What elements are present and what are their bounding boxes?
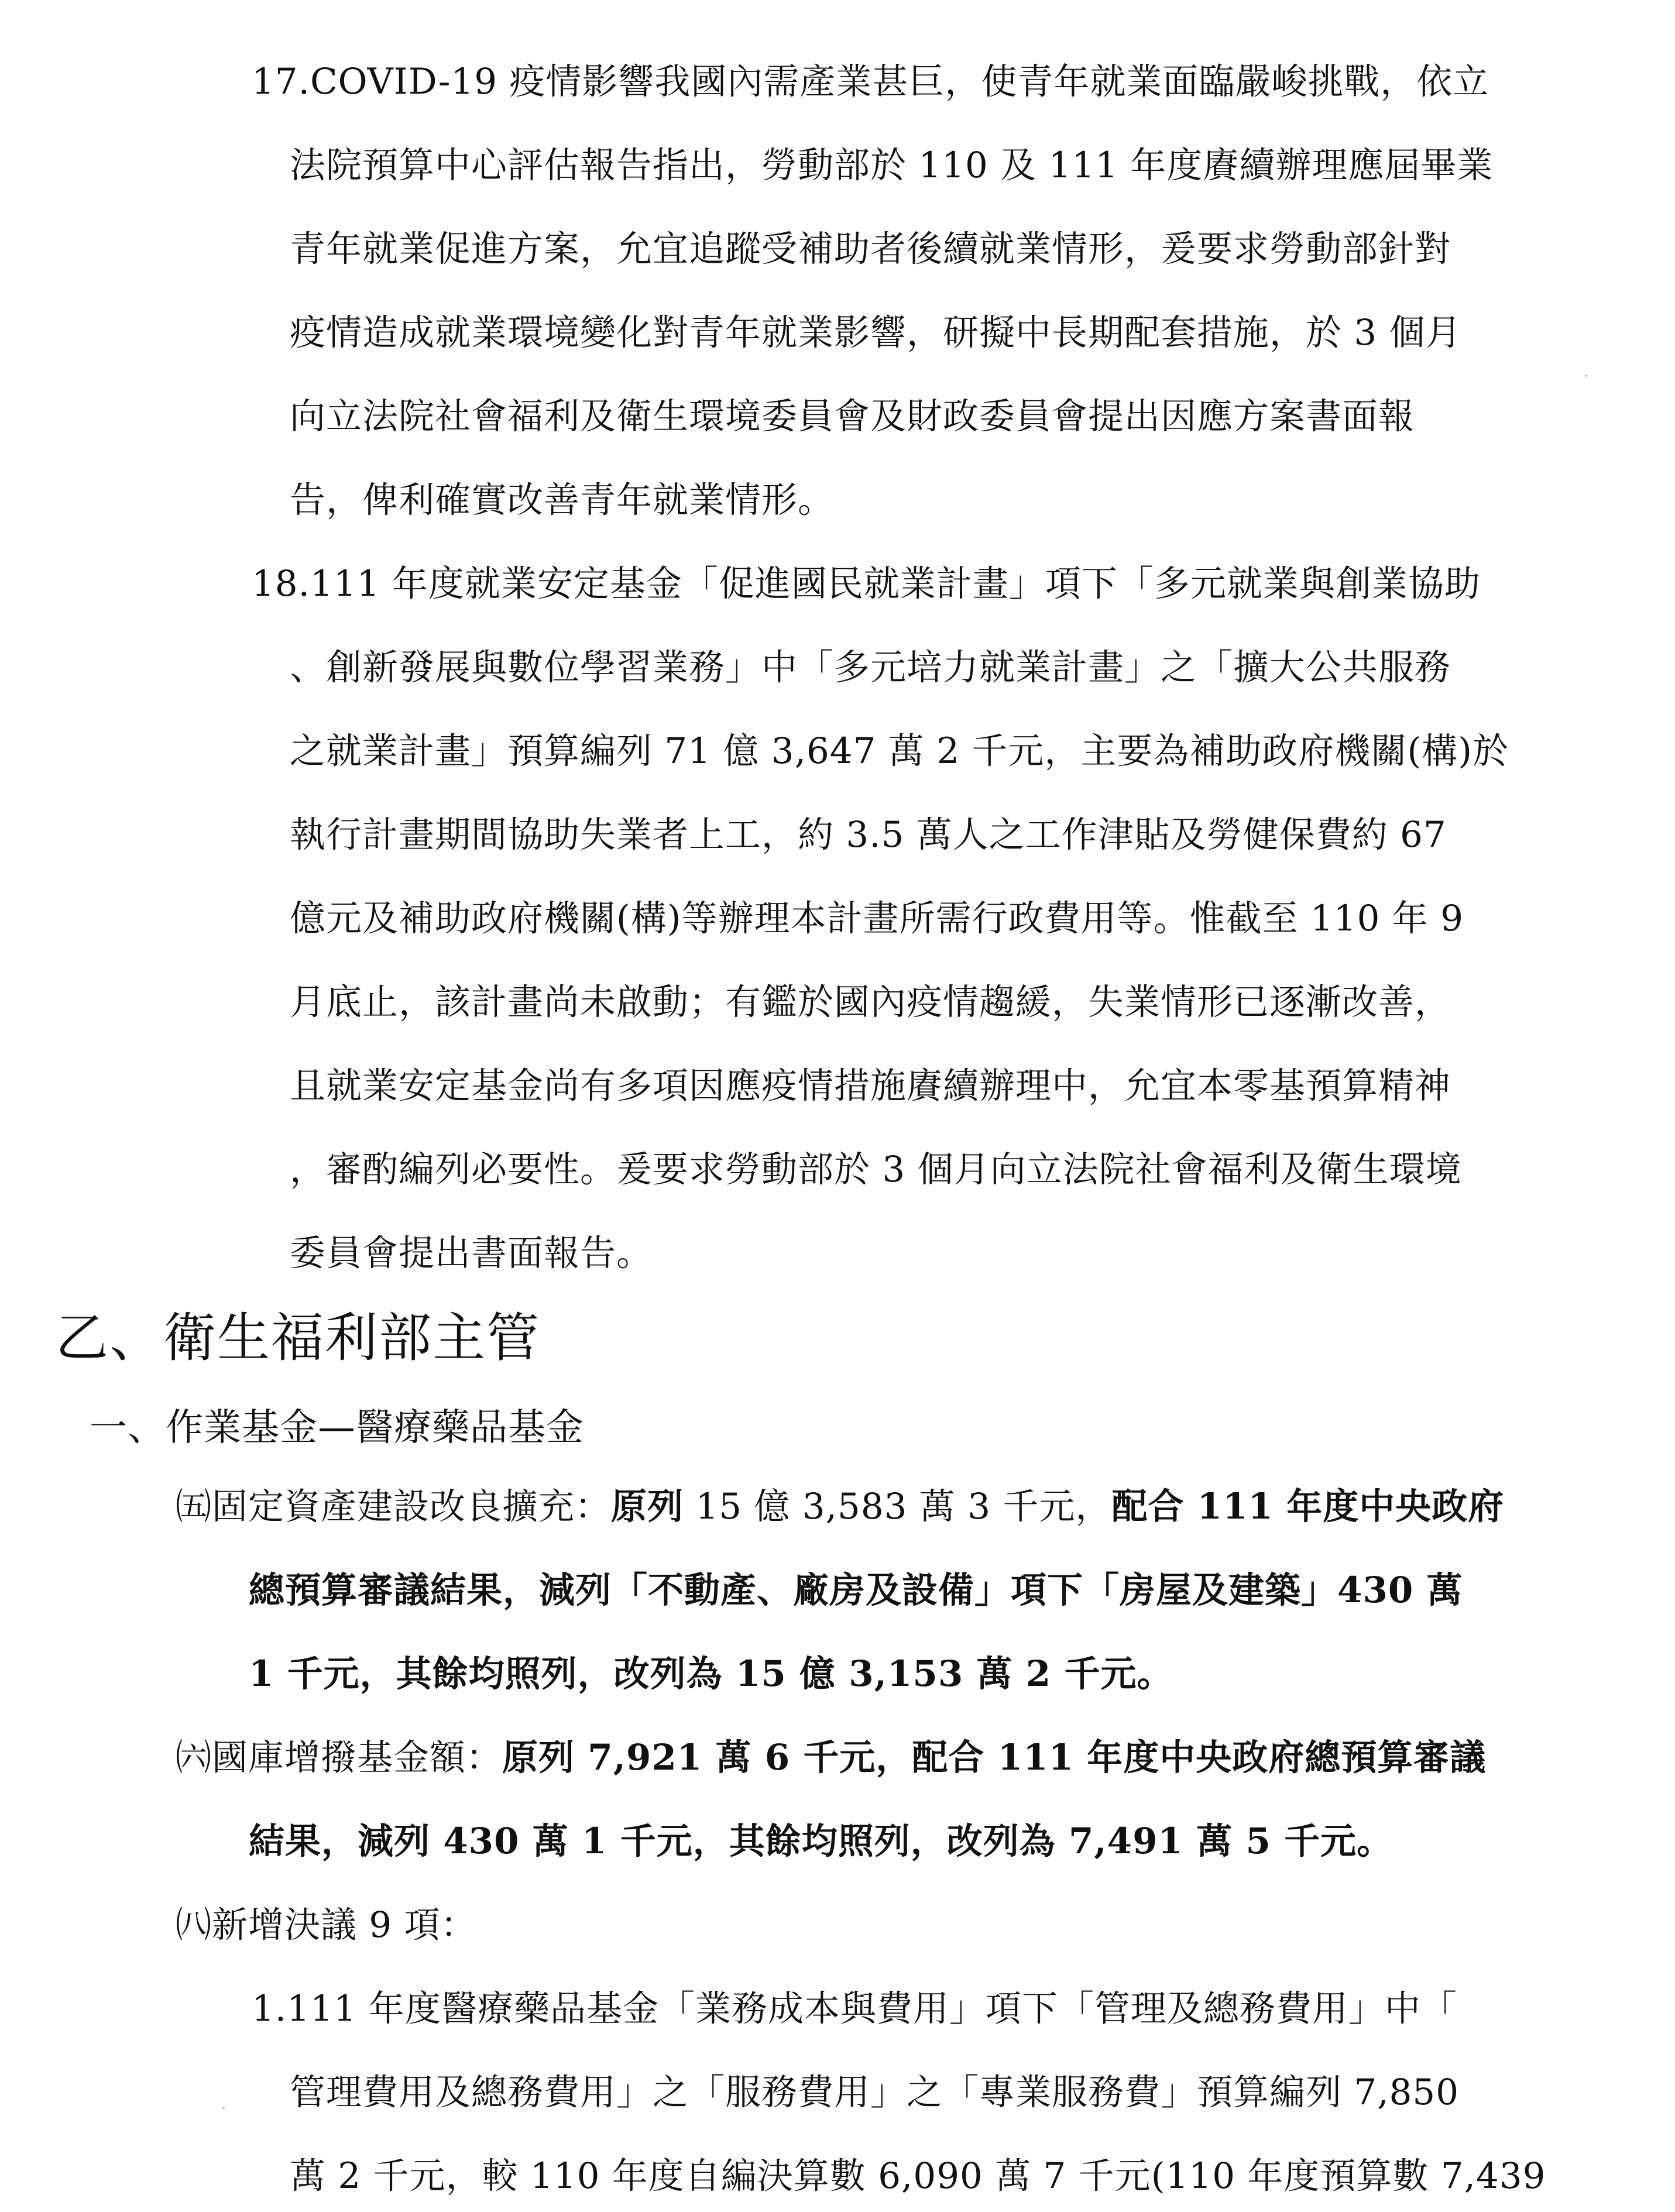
item17-line-1: 17.COVID-19 疫情影響我國內需產業甚巨，使青年就業面臨嚴峻挑戰，依立 <box>252 61 1489 102</box>
item8-sub1-line-2: 管理費用及總務費用」之「服務費用」之「專業服務費」預算編列 7,850 <box>290 2072 1460 2113</box>
item8-heading: ㈧新增決議 9 項： <box>176 1904 477 1946</box>
item6-bold: 原列 7,921 萬 6 千元，配合 111 年度中央政府總預算審議 <box>502 1737 1487 1778</box>
item18-line-6: 月底止，該計畫尚未啟動；有鑑於國內疫情趨緩，失業情形已逐漸改善， <box>290 981 1451 1023</box>
item5-bold-a: 原列 <box>611 1486 684 1527</box>
item5-prefix: ㈤固定資產建設改良擴充： <box>176 1486 612 1527</box>
section-subtitle: 一、作業基金—醫療藥品基金 <box>90 1406 584 1450</box>
item18-line-5: 億元及補助政府機關(構)等辦理本計畫所需行政費用等。惟截至 110 年 9 <box>290 898 1464 939</box>
item18-line-2: 、創新發展與數位學習業務」中「多元培力就業計畫」之「擴大公共服務 <box>290 647 1451 688</box>
item5-line-3: 1 千元，其餘均照列，改列為 15 億 3,153 萬 2 千元。 <box>249 1653 1173 1695</box>
item18-line-7: 且就業安定基金尚有多項因應疫情措施賡續辦理中，允宜本零基預算精神 <box>290 1065 1451 1107</box>
item5-line-1 <box>176 1483 1504 1530</box>
item17-line-2: 法院預算中心評估報告指出，勞動部於 110 及 111 年度賡續辦理應屆畢業 <box>290 145 1494 186</box>
item17-line-4: 疫情造成就業環境變化對青年就業影響，研擬中長期配套措施，於 3 個月 <box>290 312 1462 353</box>
item8-sub1-line-3: 萬 2 千元，較 110 年度自編決算數 6,090 萬 7 千元(110 年度預算數 7,439 <box>290 2155 1546 2197</box>
item6-line-2: 結果，減列 430 萬 1 千元，其餘均照列，改列為 7,491 萬 5 千元。 <box>249 1821 1393 1862</box>
item18-line-1: 18.111 年度就業安定基金「促進國民就業計畫」項下「多元就業與創業協助 <box>252 563 1481 604</box>
item5-line-2: 總預算審議結果，減列「不動產、廠房及設備」項下「房屋及建築」430 萬 <box>249 1569 1463 1611</box>
item17-line-6: 告，俾利確實改善青年就業情形。 <box>290 479 835 521</box>
item6-line-1 <box>176 1734 1486 1781</box>
scan-speck <box>1585 375 1587 377</box>
item5-bold-b: 配合 111 年度中央政府 <box>1111 1486 1505 1527</box>
item5-normal: 15 億 3,583 萬 3 千元， <box>684 1486 1112 1527</box>
item18-line-3: 之就業計畫」預算編列 71 億 3,647 萬 2 千元，主要為補助政府機關(構)於 <box>290 730 1509 772</box>
scan-speck <box>222 2107 225 2109</box>
item18-line-9: 委員會提出書面報告。 <box>290 1232 653 1274</box>
item8-sub1-line-1: 1.111 年度醫療藥品基金「業務成本與費用」項下「管理及總務費用」中「 <box>252 1988 1458 2029</box>
section-title: 乙、衛生福利部主管 <box>56 1307 540 1369</box>
item18-line-8: ，審酌編列必要性。爰要求勞動部於 3 個月向立法院社會福利及衛生環境 <box>290 1149 1462 1190</box>
item17-line-3: 青年就業促進方案，允宜追蹤受補助者後續就業情形，爰要求勞動部針對 <box>290 228 1451 270</box>
item17-line-5: 向立法院社會福利及衛生環境委員會及財政委員會提出因應方案書面報 <box>290 396 1415 437</box>
item18-line-4: 執行計畫期間協助失業者上工，約 3.5 萬人之工作津貼及勞健保費約 67 <box>290 814 1447 856</box>
item6-prefix: ㈥國庫增撥基金額： <box>176 1737 503 1778</box>
